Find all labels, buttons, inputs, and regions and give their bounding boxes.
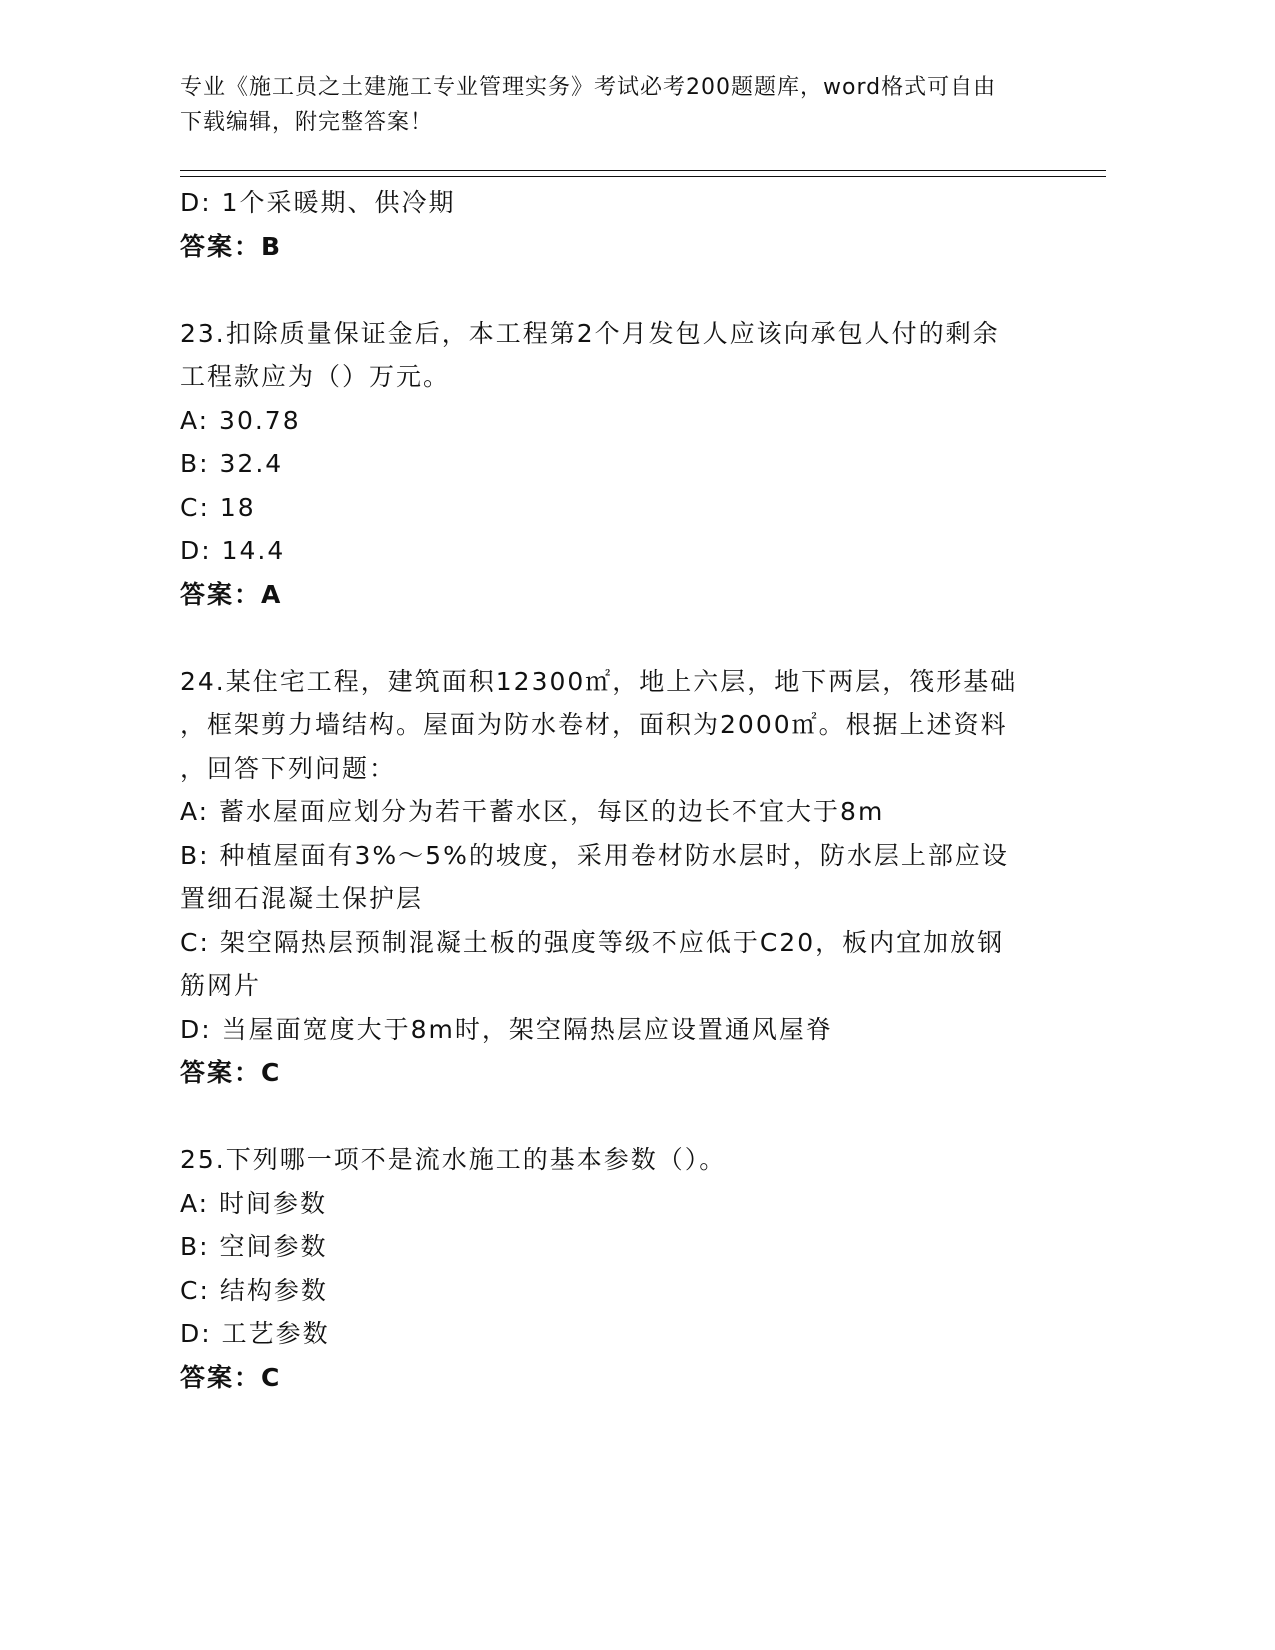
option-d: D: 当屋面宽度大于8m时，架空隔热层应设置通风屋脊 [180, 1014, 833, 1044]
option-c-continued: 筋网片 [180, 971, 262, 1000]
option-d: D: 14.4 [180, 536, 286, 565]
question-stem: 25.下列哪一项不是流水施工的基本参数（）。 [180, 1145, 727, 1174]
option-d: D: 工艺参数 [180, 1319, 330, 1348]
option-d: D: 1个采暖期、供冷期 [180, 188, 456, 217]
option-a: A: 蓄水屋面应划分为若干蓄水区，每区的边长不宜大于8m [180, 797, 885, 826]
question-stem: 23.扣除质量保证金后，本工程第2个月发包人应该向承包人付的剩余 [180, 318, 1000, 348]
answer-label: 答案：A [180, 579, 283, 609]
answer-label: 答案：C [180, 1058, 282, 1087]
question-stem-continued: 工程款应为（）万元。 [180, 362, 451, 391]
question-25 [180, 1138, 1080, 1399]
option-b: B: 32.4 [180, 449, 284, 478]
question-stem: 24.某住宅工程，建筑面积12300㎡，地上六层，地下两层，筏形基础 [180, 666, 1018, 696]
option-b-continued: 置细石混凝土保护层 [180, 884, 424, 913]
option-a: A: 时间参数 [180, 1188, 328, 1218]
header-divider-top [180, 170, 1106, 171]
question-stem-continued: ，回答下列问题： [180, 753, 397, 783]
spacer [180, 616, 1080, 660]
question-23 [180, 312, 1080, 617]
question-22-remainder [180, 181, 1080, 268]
option-c: C: 18 [180, 492, 256, 522]
question-stem-continued: ，框架剪力墙结构。屋面为防水卷材，面积为2000㎡。根据上述资料 [180, 710, 1008, 739]
spacer [180, 268, 1080, 312]
option-a: A: 30.78 [180, 405, 301, 435]
header-divider-bottom [180, 176, 1106, 177]
question-24 [180, 660, 1080, 1095]
answer-label: 答案：B [180, 231, 283, 261]
answer-label: 答案：C [180, 1362, 282, 1392]
option-b: B: 空间参数 [180, 1232, 328, 1261]
question-list [180, 181, 1080, 1399]
option-c: C: 架空隔热层预制混凝土板的强度等级不应低于C20，板内宜加放钢 [180, 927, 1005, 957]
option-c: C: 结构参数 [180, 1275, 328, 1305]
spacer [180, 1095, 1080, 1139]
header-line-2: 下载编辑，附完整答案！ [180, 110, 434, 135]
option-b: B: 种植屋面有3%～5%的坡度，采用卷材防水层时，防水层上部应设 [180, 840, 1009, 870]
header-line-1: 专业《施工员之土建施工专业管理实务》考试必考200题题库，word格式可自由 [180, 75, 997, 100]
document-header [180, 70, 1080, 140]
